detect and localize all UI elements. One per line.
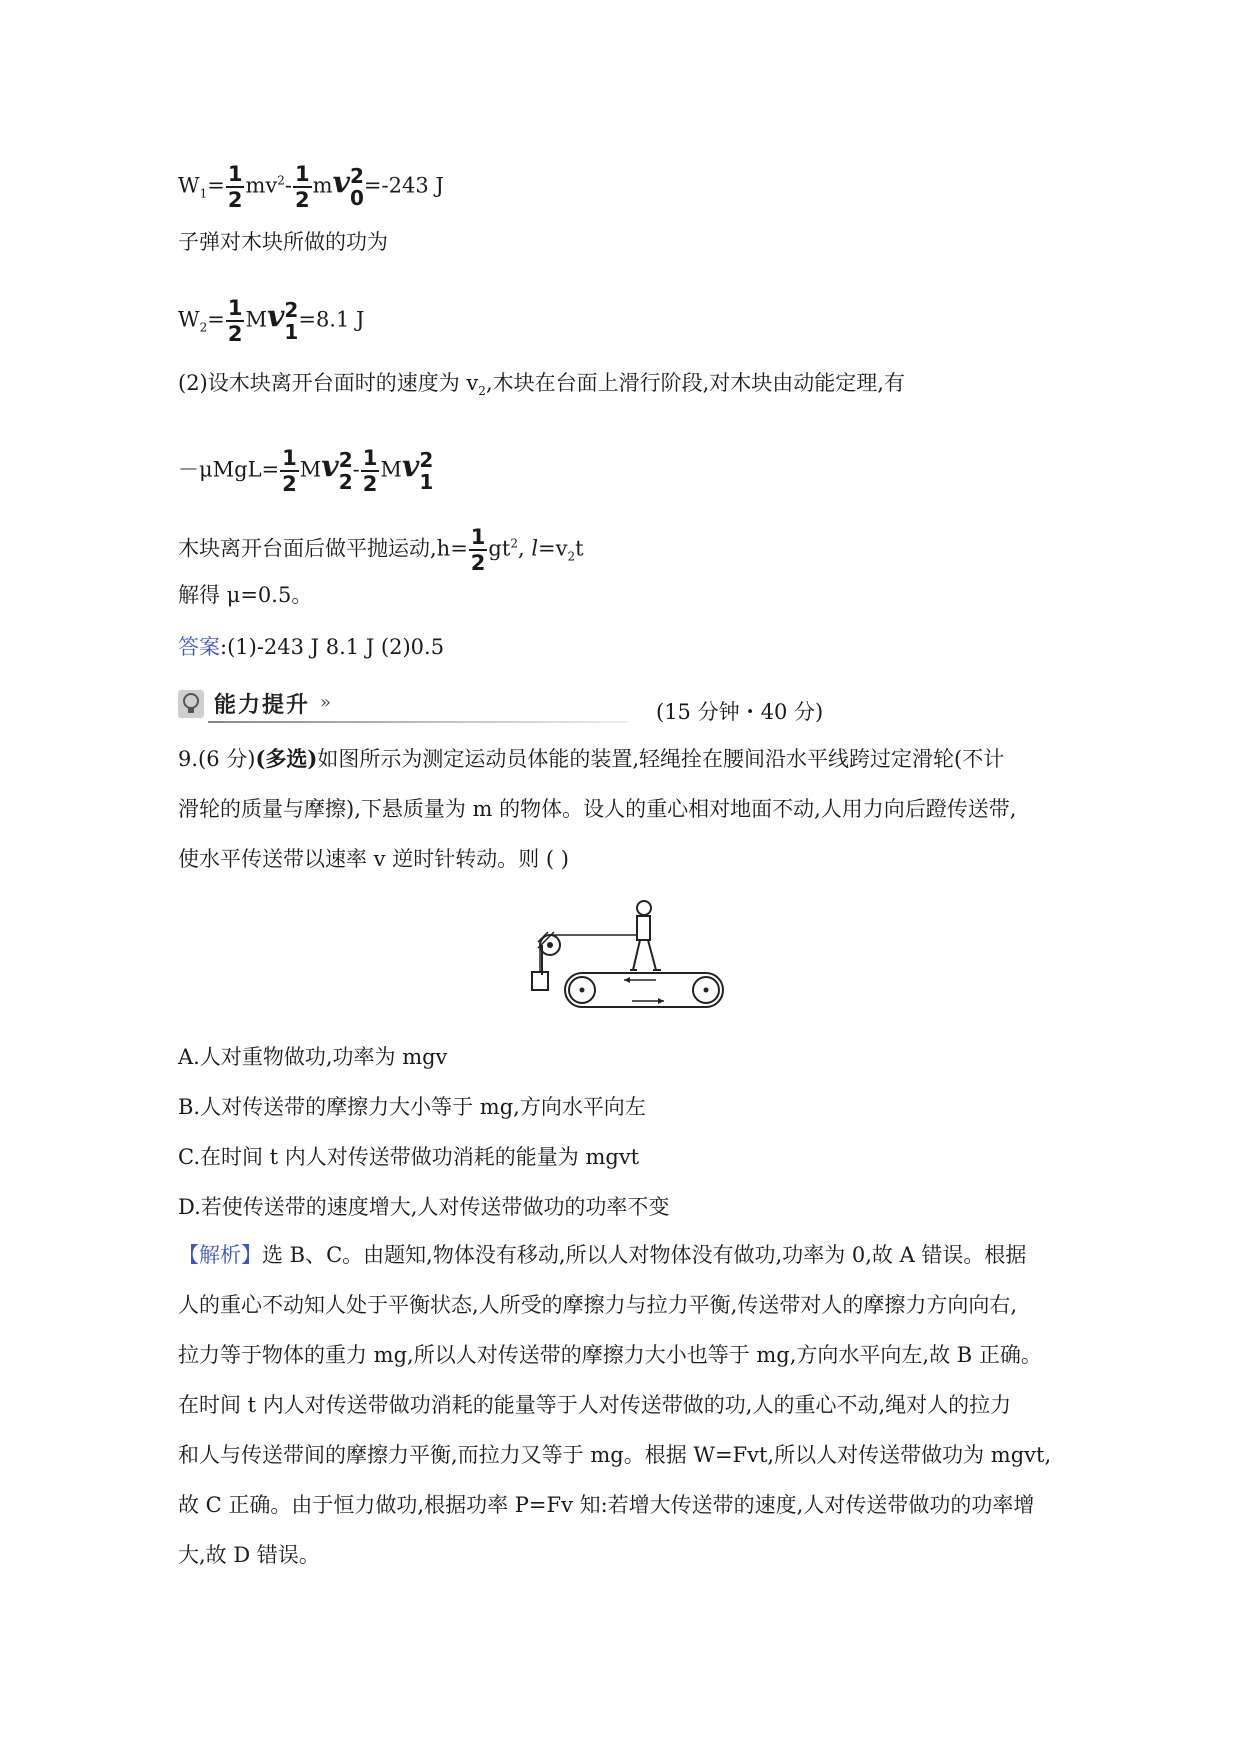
fraction-half	[361, 446, 380, 496]
double-chevron-icon: »	[320, 692, 332, 713]
result-value: =-243 J	[363, 173, 444, 198]
sup-sub	[339, 449, 353, 493]
text-segment: ,木块在台面上滑行阶段,对木块由动能定理,有	[485, 371, 905, 395]
denominator: 2	[470, 551, 486, 575]
analysis-text: 选 B、C。由题知,物体没有移动,所以人对物体没有做功,功率为 0,故 A 错误。根据	[262, 1243, 1027, 1267]
option-c: C.在时间 t 内人对传送带做功消耗的能量为 mgvt	[178, 1145, 640, 1169]
numerator: 1	[227, 296, 243, 320]
result-value: =8.1 J	[298, 307, 365, 332]
text-segment: (2)设木块离开台面时的速度为 v	[178, 371, 479, 395]
question-9-line1	[178, 744, 1004, 774]
fraction-half	[280, 446, 299, 496]
fraction-half	[226, 162, 245, 212]
option-b: B.人对传送带的摩擦力大小等于 mg,方向水平向左	[178, 1095, 646, 1119]
denominator: 2	[295, 188, 310, 212]
denominator: 2	[282, 472, 297, 496]
denominator: 2	[227, 188, 243, 212]
denominator: 2	[227, 322, 243, 346]
subscript: 0	[349, 186, 364, 210]
analysis-line-1	[178, 1240, 1026, 1270]
superscript: 2	[284, 298, 299, 322]
term-mv: mv	[245, 173, 278, 198]
analysis-line-4: 在时间 t 内人对传送带做功消耗的能量等于人对传送带做的功,人的重心不动,绳对人的拉力	[178, 1393, 1012, 1417]
text-segment: 如图所示为测定运动员体能的装置,轻绳拴在腰间沿水平线跨过定滑轮(不计	[317, 747, 1005, 771]
subscript: 2	[199, 320, 208, 335]
equation-w1	[178, 162, 444, 212]
answer-label: 答案	[178, 635, 220, 659]
lhs-term: －μMgL=	[178, 457, 280, 482]
superscript: 2	[349, 164, 364, 188]
numerator: 1	[470, 525, 486, 549]
fraction-half	[293, 162, 312, 212]
symbol-v: v	[321, 449, 339, 485]
text-part2	[178, 368, 905, 406]
symbol-m: m	[312, 173, 333, 198]
treadmill-diagram	[520, 890, 730, 1020]
equation-w2	[178, 296, 364, 346]
question-number: 9.(6 分)	[178, 747, 256, 771]
subscript: 2	[338, 470, 353, 494]
subscript: 2	[478, 384, 486, 399]
equals-sign: =	[207, 173, 225, 198]
analysis-line-5: 和人与传送带间的摩擦力平衡,而拉力又等于 mg。根据 W=Fvt,所以人对传送带做功为 mgvt,	[178, 1443, 1052, 1467]
equation-friction	[178, 446, 433, 496]
numerator: 1	[362, 446, 378, 470]
denominator: 2	[362, 472, 378, 496]
section-title: 能力提升	[214, 693, 311, 718]
symbol-m: M	[299, 457, 322, 482]
lightbulb-icon	[178, 690, 204, 718]
symbol-w: W	[178, 173, 200, 198]
analysis-line-6: 故 C 正确。由于恒力做功,根据功率 P=Fv 知:若增大传送带的速度,人对传送带做功的功率增	[178, 1493, 1035, 1517]
superscript: 2	[510, 536, 518, 551]
section-header	[178, 688, 458, 722]
symbol-v: v	[266, 299, 285, 335]
equals-sign: =	[207, 307, 225, 332]
sup-sub	[284, 299, 298, 343]
section-divider	[208, 721, 628, 723]
term-gt: gt	[488, 536, 511, 561]
option-a: A.人对重物做功,功率为 mgv	[178, 1045, 448, 1069]
symbol-v: v	[401, 449, 420, 485]
text-projectile	[178, 525, 584, 575]
text-bullet-work: 子弹对木块所做的功为	[178, 230, 388, 254]
option-d: D.若使传送带的速度增大,人对传送带做功的功率不变	[178, 1195, 670, 1219]
sup-sub	[350, 165, 364, 209]
text-solve: 解得 μ=0.5。	[178, 583, 313, 607]
symbol-m: M	[245, 307, 267, 332]
multi-select-tag: (多选)	[255, 746, 318, 771]
numerator: 1	[295, 162, 310, 186]
text-segment: 木块离开台面后做平抛运动,h=	[178, 536, 468, 561]
subscript: 1	[199, 186, 208, 201]
minus-sign: -	[352, 457, 360, 482]
minus-sign: -	[284, 173, 292, 198]
question-9-line2: 滑轮的质量与摩擦),下悬质量为 m 的物体。设人的重心相对地面不动,人用力向后蹬传送带,	[178, 797, 1017, 821]
superscript: 2	[338, 448, 353, 472]
sup-sub	[419, 449, 433, 493]
analysis-line-7: 大,故 D 错误。	[178, 1543, 320, 1567]
analysis-label: 【解析】	[178, 1243, 262, 1267]
subscript: 2	[567, 549, 576, 564]
analysis-line-3: 拉力等于物体的重力 mg,所以人对传送带的摩擦力大小也等于 mg,方向水平向左,故 B 正确。	[178, 1343, 1042, 1367]
question-9-line3: 使水平传送带以速率 v 逆时针转动。则 ( )	[178, 847, 569, 871]
numerator: 1	[227, 162, 243, 186]
subscript: 1	[419, 470, 434, 494]
fraction-half	[469, 525, 488, 575]
answer-text: :(1)-243 J 8.1 J (2)0.5	[220, 635, 445, 659]
superscript: 2	[419, 448, 434, 472]
symbol-w: W	[178, 307, 200, 332]
term-v: =v	[538, 536, 568, 561]
separator: ,	[517, 536, 532, 561]
numerator: 1	[282, 446, 297, 470]
answer-line	[178, 632, 444, 662]
subscript: 1	[284, 320, 299, 344]
superscript: 2	[277, 173, 285, 188]
analysis-line-2: 人的重心不动知人处于平衡状态,人所受的摩擦力与拉力平衡,传送带对人的摩擦力方向向右,	[178, 1293, 1018, 1317]
symbol-m: M	[380, 457, 402, 482]
symbol-t: t	[575, 536, 584, 561]
fraction-half	[226, 296, 245, 346]
symbol-v: v	[332, 165, 350, 201]
time-info: (15 分钟・40 分)	[656, 700, 824, 724]
symbol-l: l	[531, 536, 539, 561]
